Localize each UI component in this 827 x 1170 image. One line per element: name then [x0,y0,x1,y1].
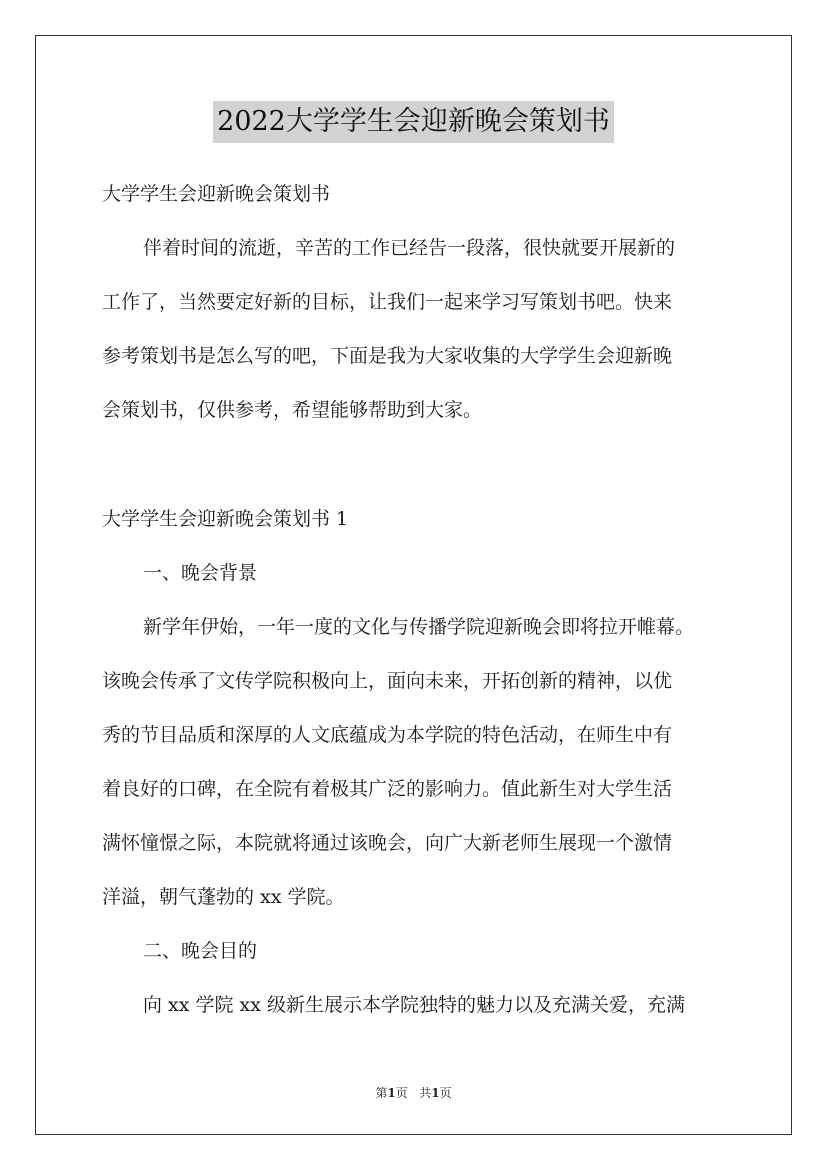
intro-line: 工作了，当然要定好新的目标，让我们一起来学习写策划书吧。快来 [102,291,673,313]
background-line: 该晚会传承了文传学院积极向上，面向未来，开拓创新的精神，以优 [102,670,673,692]
intro-line: 会策划书，仅供参考，希望能够帮助到大家。 [102,399,483,421]
total-suffix: 页 [439,1086,452,1100]
page-number: 1 [387,1086,396,1100]
intro-line: 伴着时间的流逝，辛苦的工作已经告一段落，很快就要开展新的 [143,237,676,259]
subtitle: 大学学生会迎新晚会策划书 [102,183,331,205]
total-pages: 1 [431,1086,440,1100]
background-line: 着良好的口碑，在全院有着极其广泛的影响力。值此新生对大学生活 [102,778,673,800]
purpose-line: 向 xx 学院 xx 级新生展示本学院独特的魅力以及充满关爱，充满 [143,994,686,1016]
background-line: 秀的节目品质和深厚的人文底蕴成为本学院的特色活动，在师生中有 [102,724,673,746]
background-line: 洋溢，朝气蓬勃的 xx 学院。 [102,886,345,908]
total-prefix: 共 [419,1086,432,1100]
heading-purpose: 二、晚会目的 [143,940,258,962]
intro-line: 参考策划书是怎么写的吧，下面是我为大家收集的大学学生会迎新晚 [102,345,673,367]
document-title: 2022大学学生会迎新晚会策划书 [213,101,614,143]
page-footer [0,1085,827,1101]
page-suffix: 页 [395,1086,408,1100]
background-line: 新学年伊始，一年一度的文化与传播学院迎新晚会即将拉开帷幕。 [143,616,695,638]
heading-background: 一、晚会背景 [143,562,258,584]
section-title: 大学学生会迎新晚会策划书 1 [102,508,349,530]
title-container [0,101,827,143]
background-line: 满怀憧憬之际，本院就将通过该晚会，向广大新老师生展现一个激情 [102,832,673,854]
page-prefix: 第 [375,1086,388,1100]
